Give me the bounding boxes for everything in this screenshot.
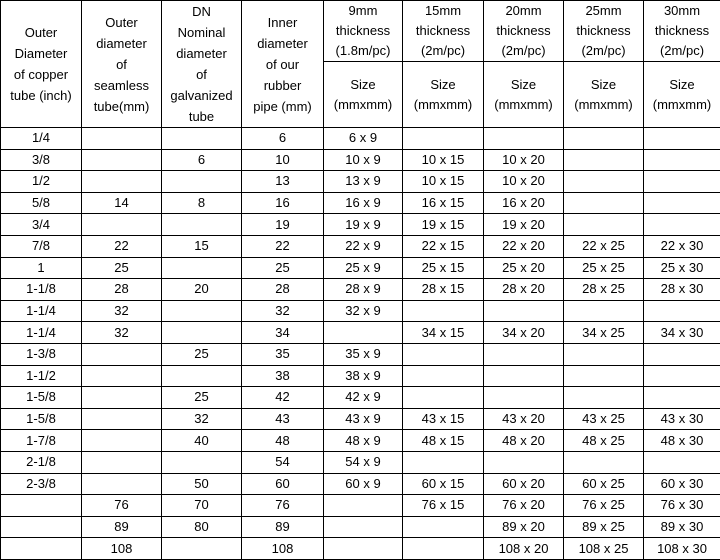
cell-size-15mm: 60 x 15 xyxy=(403,473,484,495)
cell-size-15mm: 10 x 15 xyxy=(403,149,484,171)
cell-size-30mm: 89 x 30 xyxy=(644,516,720,538)
cell-seamless-mm xyxy=(82,408,162,430)
cell-inner-mm: 48 xyxy=(242,430,324,452)
cell-inner-mm: 43 xyxy=(242,408,324,430)
cell-seamless-mm xyxy=(82,365,162,387)
cell-dn xyxy=(162,322,242,344)
cell-seamless-mm xyxy=(82,343,162,365)
cell-size-25mm: 25 x 25 xyxy=(564,257,644,279)
cell-seamless-mm: 108 xyxy=(82,538,162,560)
cell-size-25mm: 108 x 25 xyxy=(564,538,644,560)
cell-size-15mm: 48 x 15 xyxy=(403,430,484,452)
cell-dn: 25 xyxy=(162,387,242,409)
cell-size-30mm: 76 x 30 xyxy=(644,495,720,517)
cell-size-9mm: 22 x 9 xyxy=(324,235,403,257)
table-row xyxy=(1,365,720,387)
cell-copper-inch: 1-1/4 xyxy=(1,322,82,344)
cell-size-15mm xyxy=(403,451,484,473)
cell-size-15mm: 28 x 15 xyxy=(403,279,484,301)
cell-size-15mm: 25 x 15 xyxy=(403,257,484,279)
cell-size-25mm: 48 x 25 xyxy=(564,430,644,452)
cell-size-20mm: 10 x 20 xyxy=(484,171,564,193)
cell-size-9mm: 6 x 9 xyxy=(324,128,403,150)
header-25mm-thickness: 25mm thickness (2m/pc) xyxy=(564,1,644,62)
table-row xyxy=(1,451,720,473)
cell-size-30mm xyxy=(644,128,720,150)
cell-size-25mm: 22 x 25 xyxy=(564,235,644,257)
cell-inner-mm: 22 xyxy=(242,235,324,257)
cell-seamless-mm xyxy=(82,387,162,409)
cell-size-20mm xyxy=(484,343,564,365)
cell-size-30mm xyxy=(644,343,720,365)
table-row xyxy=(1,128,720,150)
cell-size-20mm: 76 x 20 xyxy=(484,495,564,517)
cell-inner-mm: 76 xyxy=(242,495,324,517)
cell-seamless-mm: 89 xyxy=(82,516,162,538)
cell-inner-mm: 19 xyxy=(242,214,324,236)
cell-size-15mm: 76 x 15 xyxy=(403,495,484,517)
cell-size-9mm: 54 x 9 xyxy=(324,451,403,473)
cell-size-9mm: 10 x 9 xyxy=(324,149,403,171)
cell-size-30mm: 22 x 30 xyxy=(644,235,720,257)
cell-copper-inch: 1-1/8 xyxy=(1,279,82,301)
cell-size-9mm xyxy=(324,516,403,538)
cell-size-15mm xyxy=(403,365,484,387)
cell-size-20mm: 60 x 20 xyxy=(484,473,564,495)
cell-size-25mm: 43 x 25 xyxy=(564,408,644,430)
cell-seamless-mm: 22 xyxy=(82,235,162,257)
table-row xyxy=(1,257,720,279)
cell-dn xyxy=(162,451,242,473)
size-header-20mm: Size (mmxmm) xyxy=(484,62,564,128)
cell-inner-mm: 13 xyxy=(242,171,324,193)
cell-size-9mm: 19 x 9 xyxy=(324,214,403,236)
cell-size-15mm: 34 x 15 xyxy=(403,322,484,344)
cell-dn: 6 xyxy=(162,149,242,171)
cell-inner-mm: 28 xyxy=(242,279,324,301)
cell-inner-mm: 54 xyxy=(242,451,324,473)
cell-inner-mm: 89 xyxy=(242,516,324,538)
cell-seamless-mm: 28 xyxy=(82,279,162,301)
cell-dn xyxy=(162,214,242,236)
cell-size-30mm: 28 x 30 xyxy=(644,279,720,301)
table-row xyxy=(1,387,720,409)
cell-seamless-mm: 32 xyxy=(82,300,162,322)
cell-seamless-mm xyxy=(82,149,162,171)
cell-size-30mm xyxy=(644,192,720,214)
cell-size-20mm xyxy=(484,300,564,322)
cell-size-20mm: 34 x 20 xyxy=(484,322,564,344)
cell-size-30mm xyxy=(644,365,720,387)
cell-copper-inch: 1-5/8 xyxy=(1,387,82,409)
cell-size-15mm: 10 x 15 xyxy=(403,171,484,193)
cell-inner-mm: 42 xyxy=(242,387,324,409)
cell-inner-mm: 10 xyxy=(242,149,324,171)
table-row xyxy=(1,408,720,430)
header-30mm-thickness: 30mm thickness (2m/pc) xyxy=(644,1,720,62)
cell-seamless-mm: 14 xyxy=(82,192,162,214)
cell-size-20mm: 16 x 20 xyxy=(484,192,564,214)
cell-size-30mm xyxy=(644,214,720,236)
table-row xyxy=(1,192,720,214)
cell-copper-inch: 1-1/4 xyxy=(1,300,82,322)
cell-seamless-mm: 32 xyxy=(82,322,162,344)
cell-inner-mm: 6 xyxy=(242,128,324,150)
cell-size-20mm xyxy=(484,365,564,387)
cell-inner-mm: 60 xyxy=(242,473,324,495)
cell-size-9mm: 13 x 9 xyxy=(324,171,403,193)
cell-size-25mm xyxy=(564,387,644,409)
cell-size-30mm xyxy=(644,149,720,171)
cell-inner-mm: 25 xyxy=(242,257,324,279)
cell-size-9mm: 42 x 9 xyxy=(324,387,403,409)
cell-seamless-mm xyxy=(82,171,162,193)
cell-size-20mm: 10 x 20 xyxy=(484,149,564,171)
cell-size-25mm xyxy=(564,128,644,150)
cell-size-30mm: 25 x 30 xyxy=(644,257,720,279)
table-row xyxy=(1,538,720,560)
cell-size-20mm xyxy=(484,451,564,473)
table-row xyxy=(1,430,720,452)
cell-copper-inch xyxy=(1,495,82,517)
cell-copper-inch: 2-3/8 xyxy=(1,473,82,495)
cell-size-9mm: 28 x 9 xyxy=(324,279,403,301)
cell-size-15mm: 22 x 15 xyxy=(403,235,484,257)
cell-size-15mm xyxy=(403,343,484,365)
table-row xyxy=(1,516,720,538)
cell-copper-inch: 1/2 xyxy=(1,171,82,193)
cell-size-20mm xyxy=(484,387,564,409)
cell-copper-inch: 1-5/8 xyxy=(1,408,82,430)
cell-dn xyxy=(162,171,242,193)
cell-inner-mm: 35 xyxy=(242,343,324,365)
cell-size-25mm: 34 x 25 xyxy=(564,322,644,344)
cell-size-25mm: 60 x 25 xyxy=(564,473,644,495)
cell-copper-inch: 1 xyxy=(1,257,82,279)
cell-size-9mm xyxy=(324,495,403,517)
cell-size-15mm xyxy=(403,128,484,150)
cell-size-9mm xyxy=(324,538,403,560)
cell-dn: 40 xyxy=(162,430,242,452)
cell-size-25mm: 28 x 25 xyxy=(564,279,644,301)
cell-inner-mm: 34 xyxy=(242,322,324,344)
cell-size-30mm xyxy=(644,451,720,473)
table-row xyxy=(1,300,720,322)
cell-dn xyxy=(162,128,242,150)
size-header-30mm: Size (mmxmm) xyxy=(644,62,720,128)
header-dn-nominal-diameter: DN Nominal diameter of galvanized tube xyxy=(162,1,242,128)
cell-size-30mm: 34 x 30 xyxy=(644,322,720,344)
table-body xyxy=(1,128,720,560)
table-row xyxy=(1,322,720,344)
cell-seamless-mm xyxy=(82,214,162,236)
cell-size-30mm xyxy=(644,171,720,193)
cell-size-25mm xyxy=(564,192,644,214)
header-20mm-thickness: 20mm thickness (2m/pc) xyxy=(484,1,564,62)
cell-size-25mm: 76 x 25 xyxy=(564,495,644,517)
cell-size-9mm: 38 x 9 xyxy=(324,365,403,387)
cell-size-15mm xyxy=(403,300,484,322)
header-9mm-thickness: 9mm thickness (1.8m/pc) xyxy=(324,1,403,62)
header-outer-seamless-diameter: Outer diameter of seamless tube(mm) xyxy=(82,1,162,128)
cell-size-9mm: 16 x 9 xyxy=(324,192,403,214)
table-row xyxy=(1,279,720,301)
cell-copper-inch: 2-1/8 xyxy=(1,451,82,473)
cell-seamless-mm xyxy=(82,451,162,473)
header-inner-diameter: Inner diameter of our rubber pipe (mm) xyxy=(242,1,324,128)
cell-size-15mm xyxy=(403,516,484,538)
cell-dn xyxy=(162,538,242,560)
cell-dn: 15 xyxy=(162,235,242,257)
cell-size-25mm xyxy=(564,149,644,171)
cell-size-20mm: 19 x 20 xyxy=(484,214,564,236)
cell-size-25mm xyxy=(564,300,644,322)
header-outer-copper-diameter: Outer Diameter of copper tube (inch) xyxy=(1,1,82,128)
cell-dn: 8 xyxy=(162,192,242,214)
table-row xyxy=(1,473,720,495)
cell-seamless-mm xyxy=(82,430,162,452)
cell-size-9mm: 48 x 9 xyxy=(324,430,403,452)
table-row xyxy=(1,495,720,517)
cell-dn: 50 xyxy=(162,473,242,495)
cell-size-20mm: 28 x 20 xyxy=(484,279,564,301)
table-row xyxy=(1,171,720,193)
cell-dn: 80 xyxy=(162,516,242,538)
cell-size-9mm: 43 x 9 xyxy=(324,408,403,430)
table-row xyxy=(1,343,720,365)
cell-size-15mm xyxy=(403,538,484,560)
cell-size-9mm: 35 x 9 xyxy=(324,343,403,365)
cell-size-25mm xyxy=(564,214,644,236)
cell-size-15mm: 16 x 15 xyxy=(403,192,484,214)
cell-dn xyxy=(162,300,242,322)
cell-inner-mm: 108 xyxy=(242,538,324,560)
table-row xyxy=(1,214,720,236)
cell-inner-mm: 16 xyxy=(242,192,324,214)
cell-seamless-mm: 76 xyxy=(82,495,162,517)
cell-size-30mm: 43 x 30 xyxy=(644,408,720,430)
cell-copper-inch: 1-3/8 xyxy=(1,343,82,365)
cell-size-25mm: 89 x 25 xyxy=(564,516,644,538)
size-header-9mm: Size (mmxmm) xyxy=(324,62,403,128)
cell-seamless-mm xyxy=(82,473,162,495)
cell-size-25mm xyxy=(564,451,644,473)
table-row xyxy=(1,235,720,257)
cell-dn: 20 xyxy=(162,279,242,301)
cell-copper-inch: 5/8 xyxy=(1,192,82,214)
cell-copper-inch: 7/8 xyxy=(1,235,82,257)
table-row xyxy=(1,149,720,171)
cell-copper-inch xyxy=(1,516,82,538)
cell-dn: 25 xyxy=(162,343,242,365)
cell-dn: 70 xyxy=(162,495,242,517)
cell-size-9mm: 32 x 9 xyxy=(324,300,403,322)
header-row xyxy=(1,1,720,62)
cell-copper-inch: 1/4 xyxy=(1,128,82,150)
cell-size-30mm: 60 x 30 xyxy=(644,473,720,495)
cell-dn xyxy=(162,257,242,279)
header-15mm-thickness: 15mm thickness (2m/pc) xyxy=(403,1,484,62)
cell-size-25mm xyxy=(564,171,644,193)
cell-inner-mm: 38 xyxy=(242,365,324,387)
cell-dn: 32 xyxy=(162,408,242,430)
cell-size-20mm: 108 x 20 xyxy=(484,538,564,560)
cell-copper-inch: 3/4 xyxy=(1,214,82,236)
cell-size-9mm: 25 x 9 xyxy=(324,257,403,279)
cell-size-20mm: 48 x 20 xyxy=(484,430,564,452)
cell-size-30mm: 108 x 30 xyxy=(644,538,720,560)
cell-size-9mm xyxy=(324,322,403,344)
cell-copper-inch xyxy=(1,538,82,560)
cell-seamless-mm xyxy=(82,128,162,150)
cell-size-15mm: 19 x 15 xyxy=(403,214,484,236)
cell-inner-mm: 32 xyxy=(242,300,324,322)
cell-dn xyxy=(162,365,242,387)
cell-size-30mm: 48 x 30 xyxy=(644,430,720,452)
cell-size-20mm: 89 x 20 xyxy=(484,516,564,538)
cell-size-30mm xyxy=(644,300,720,322)
cell-size-25mm xyxy=(564,343,644,365)
cell-size-15mm xyxy=(403,387,484,409)
cell-size-30mm xyxy=(644,387,720,409)
cell-size-20mm xyxy=(484,128,564,150)
size-header-15mm: Size (mmxmm) xyxy=(403,62,484,128)
size-header-25mm: Size (mmxmm) xyxy=(564,62,644,128)
cell-size-20mm: 22 x 20 xyxy=(484,235,564,257)
cell-copper-inch: 3/8 xyxy=(1,149,82,171)
cell-size-20mm: 43 x 20 xyxy=(484,408,564,430)
cell-seamless-mm: 25 xyxy=(82,257,162,279)
cell-size-15mm: 43 x 15 xyxy=(403,408,484,430)
cell-size-25mm xyxy=(564,365,644,387)
cell-copper-inch: 1-1/2 xyxy=(1,365,82,387)
cell-copper-inch: 1-7/8 xyxy=(1,430,82,452)
cell-size-20mm: 25 x 20 xyxy=(484,257,564,279)
cell-size-9mm: 60 x 9 xyxy=(324,473,403,495)
